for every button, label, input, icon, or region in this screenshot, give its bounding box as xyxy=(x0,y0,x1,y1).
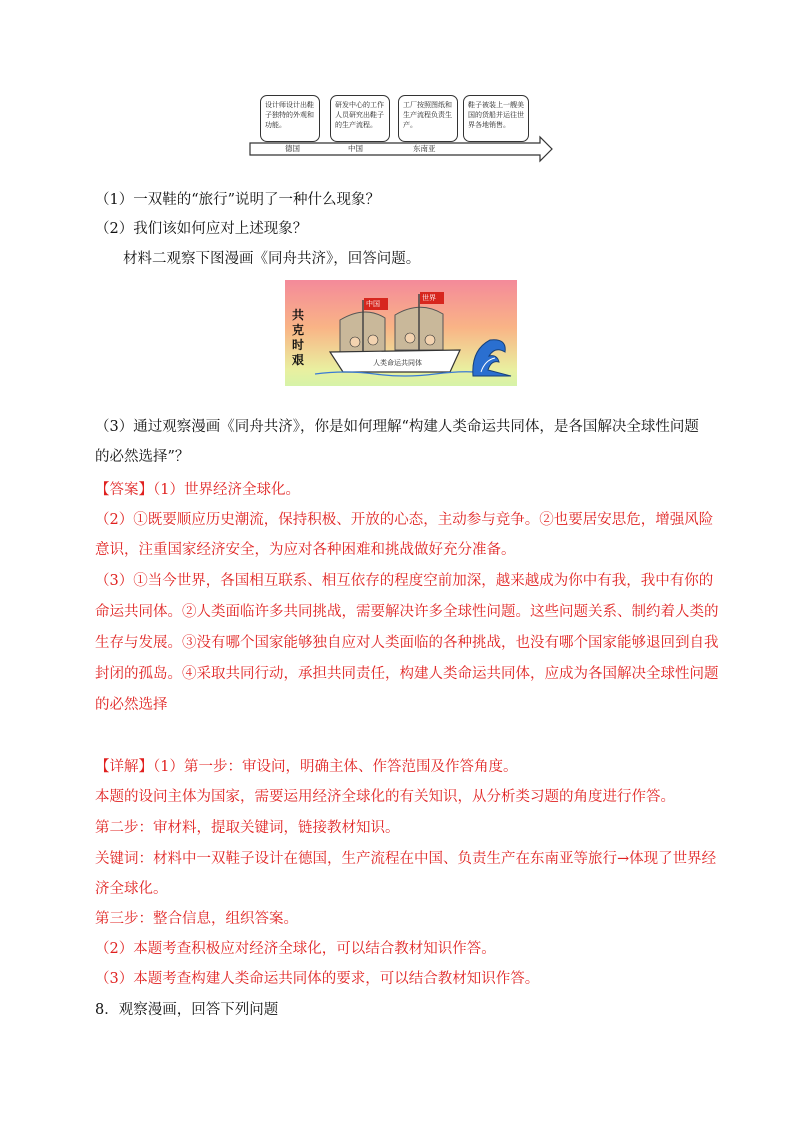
answer-2-line-1: （2）①既要顺应历史潮流，保持积极、开放的心态，主动参与竞争。②也要居安思危，增强风险 xyxy=(95,512,714,528)
answer-3-line-4: 封闭的孤岛。④采取共同行动，承担共同责任，构建人类命运共同体，应成为各国解决全球性问题 xyxy=(95,666,719,682)
flow-label-china: 中国 xyxy=(348,144,363,153)
answer-tag: 【答案】 xyxy=(95,482,153,498)
shoe-travel-diagram xyxy=(248,95,553,165)
flag-right-text: 世界 xyxy=(422,294,436,302)
answer-3-line-1: （3）①当今世界，各国相互联系、相互依存的程度空前加深，越来越成为你中有我，我中有你的 xyxy=(95,573,714,589)
boat-illustration xyxy=(285,280,517,386)
explain-8: （3）本题考查构建人类命运共同体的要求，可以结合教材知识作答。 xyxy=(95,971,540,987)
explain-1 xyxy=(95,757,517,777)
question-1: （1）一双鞋的“旅行”说明了一种什么现象？ xyxy=(95,192,381,208)
explain-2: 本题的设问主体为国家，需要运用经济全球化的有关知识，从分析类习题的角度进行作答。 xyxy=(95,789,675,805)
answer-3-line-5: 的必然选择 xyxy=(95,697,168,713)
answer-1-text: （1）世界经济全球化。 xyxy=(153,482,300,498)
next-question-8: 8．观察漫画，回答下列问题 xyxy=(95,1002,279,1018)
question-2: （2）我们该如何应对上述现象？ xyxy=(95,221,308,237)
answer-2-line-2: 意识，注重国家经济安全，为应对各种困难和挑战做好充分准备。 xyxy=(95,542,516,558)
question-3-line-1: （3）通过观察漫画《同舟共济》，你是如何理解“构建人类命运共同体，是各国解决全球性问题 xyxy=(95,419,699,435)
flow-box-design: 设计师设计出鞋子独特的外观和功能。 xyxy=(260,95,320,142)
answer-3-line-2: 命运共同体。②人类面临许多共同挑战，需要解决许多全球性问题。这些问题关系、制约着人类的 xyxy=(95,604,719,620)
explain-6: 第三步：整合信息，组织答案。 xyxy=(95,911,298,927)
flag-left-text: 中国 xyxy=(366,300,380,308)
hull-text: 人类命运共同体 xyxy=(373,359,422,367)
flow-box-factory: 工厂按照图纸和生产流程负责生产。 xyxy=(398,95,458,142)
material-2-intro: 材料二观察下图漫画《同舟共济》，回答问题。 xyxy=(123,251,421,267)
flow-label-germany: 德国 xyxy=(285,144,300,153)
explain-5: 济全球化。 xyxy=(95,881,168,897)
question-3-line-2: 的必然选择”？ xyxy=(95,449,190,465)
side-char: 时 xyxy=(292,338,305,352)
cartoon-side-text xyxy=(292,308,308,368)
side-char: 艰 xyxy=(292,353,305,367)
explain-tag: 【详解】 xyxy=(95,759,153,775)
flow-box-research: 研发中心的工作人员研究出鞋子的生产流程。 xyxy=(330,95,390,142)
explain-7: （2）本题考查积极应对经济全球化，可以结合教材知识作答。 xyxy=(95,941,496,957)
flow-label-sea: 东南亚 xyxy=(413,144,436,153)
side-char: 共 xyxy=(292,308,305,322)
answer-3-line-3: 生存与发展。③没有哪个国家能够独自应对人类面临的各种挑战，也没有哪个国家能够退回到自我 xyxy=(95,635,719,651)
answer-1 xyxy=(95,480,300,500)
side-char: 克 xyxy=(292,323,305,337)
explain-3: 第二步：审材料，提取关键词，链接教材知识。 xyxy=(95,820,400,836)
cartoon-same-boat xyxy=(285,280,517,386)
flow-box-shipping: 鞋子被装上一艘美国的货船并运往世界各地销售。 xyxy=(463,95,529,142)
explain-1-text: （1）第一步：审设问，明确主体、作答范围及作答角度。 xyxy=(153,759,518,775)
explain-4: 关键词：材料中一双鞋子设计在德国，生产流程在中国、负责生产在东南亚等旅行→体现了世界经 xyxy=(95,851,717,867)
